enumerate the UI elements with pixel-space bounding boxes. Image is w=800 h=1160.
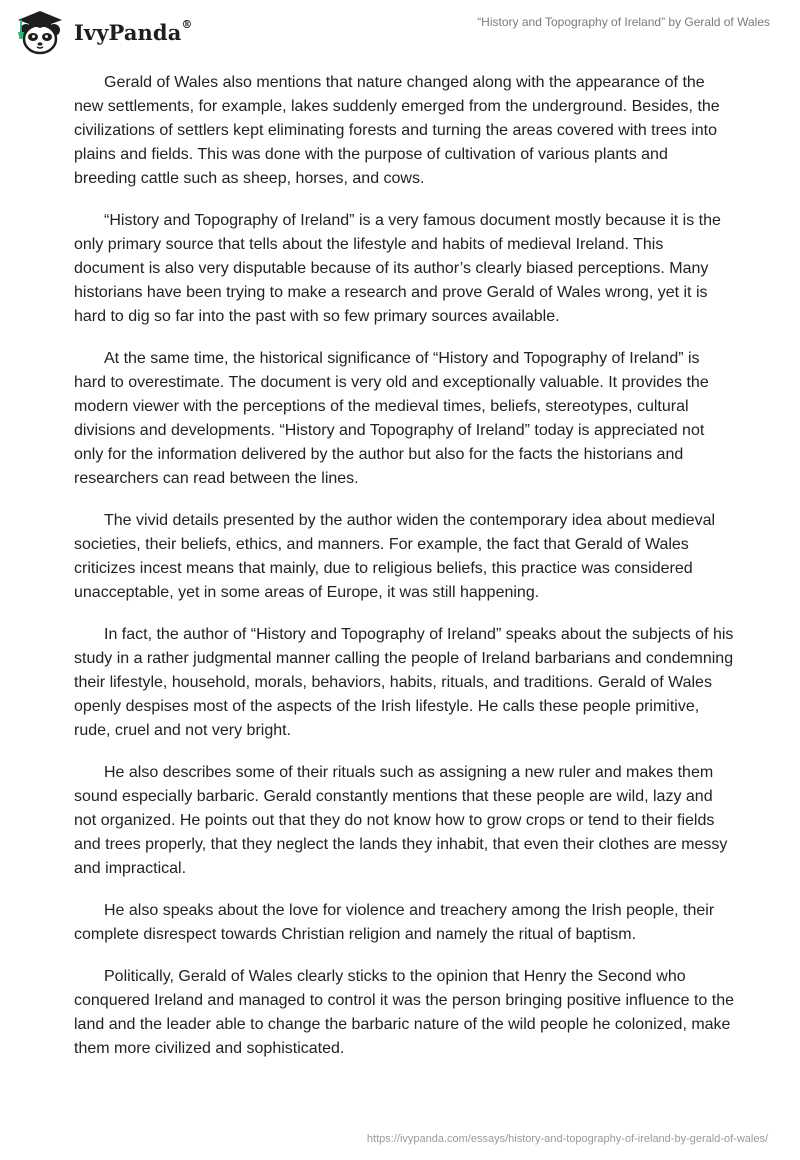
running-title: “History and Topography of Ireland” by Gerald of Wales [477,15,770,29]
page-header [0,0,800,60]
registered-mark: ® [181,17,193,31]
paragraph: The vivid details presented by the author widen the contemporary idea about medieval societies, their beliefs, ethics, and manners. For example, the fact that Gerald of Wales criticizes incest means that mainly, due to religious beliefs, this practice was considered unacceptable, yet in some areas of Europe, it was still happening. [74,512,716,601]
brand-name [74,17,193,45]
paragraph: Gerald of Wales also mentions that nature changed along with the appearance of the new settlements, for example, lakes suddenly emerged from the underground. Besides, the civilizations of settlers kept eliminating forests and turning the areas covered with trees into plains and fields. This was done with the purpose of cultivation of various plants and breeding cattle such as sheep, horses, and cows. [74,74,720,187]
brand-name-text: IvyPanda [74,19,182,45]
paragraph: He also describes some of their rituals such as assigning a new ruler and makes them sound especially barbaric. Gerald constantly mentions that these people are wild, lazy and not organized. He points out that they do not know how to grow crops or tend to their fields and trees properly, that they neglect the lands they inhabit, that even their clothes are messy and impractical. [74,764,728,877]
paragraph: In fact, the author of “History and Topography of Ireland” speaks about the subjects of his study in a rather judgmental manner calling the people of Ireland barbarians and condemning their lifestyle, household, morals, behaviors, habits, rituals, and traditions. Gerald of Wales openly despises most of the aspects of the Irish lifestyle. He calls these people primitive, rude, cruel and not very bright. [74,626,734,739]
paragraph: He also speaks about the love for violence and treachery among the Irish people, their complete disrespect towards Christian religion and namely the ritual of baptism. [74,902,715,943]
paragraph: Politically, Gerald of Wales clearly sticks to the opinion that Henry the Second who conquered Ireland and managed to control it was the person bringing positive influence to the land and the leader able to change the barbaric nature of the wild people he colonized, make them more civilized and sophisticated. [74,968,734,1057]
paragraph: At the same time, the historical significance of “History and Topography of Ireland” is hard to overestimate. The document is very old and exceptionally valuable. It provides the modern viewer with the perceptions of the medieval times, beliefs, stereotypes, cultural divisions and developments. “History and Topography of Ireland” today is appreciated not only for the information delivered by the author but also for the facts the historians and researchers can read between the lines. [74,350,709,487]
paragraph: “History and Topography of Ireland” is a very famous document mostly because it is the only primary source that tells about the lifestyle and habits of medieval Ireland. This document is also very disputable because of its author’s clearly biased perceptions. Many historians have been trying to make a research and prove Gerald of Wales wrong, yet it is hard to dig so far into the past with so few primary sources available. [74,212,721,325]
source-url-link[interactable]: https://ivypanda.com/essays/history-and-topography-of-ireland-by-gerald-of-wales/ [366,1133,768,1145]
panda-graduation-cap-icon [12,8,68,56]
essay-body [74,71,734,1079]
logo[interactable] [12,8,193,56]
